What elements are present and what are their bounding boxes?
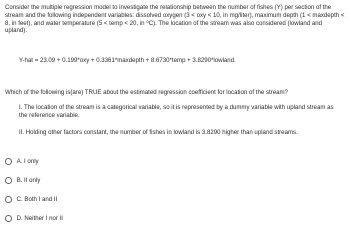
option-c-label: C. Both I and II <box>16 195 58 203</box>
intro-text: Consider the multiple regression model to investigate the relationship between the number of fishes (Y) per section of the stream and the following independent variables: dissolved oxygen (3 < oxy < 10, in mg/liter), maximum depth (1 < maxdepth < 8, in feet), and water temperature (5 < temp < 20, in <box>5 4 345 27</box>
statement-2: II. Holding other factors constant, the number of fishes in lowland is 3.8290 higher than upland streams. <box>19 129 298 136</box>
option-a[interactable] <box>5 157 39 166</box>
option-d-label: D. Neither I nor II <box>16 214 63 222</box>
option-c[interactable] <box>5 195 57 204</box>
option-a-label: A. I only <box>16 157 39 165</box>
intro-text-end: C). The location of the stream was also considered (lowland and upland). <box>5 19 323 35</box>
degree-symbol: o <box>146 18 149 24</box>
radio-button-c[interactable] <box>5 196 12 203</box>
radio-button-a[interactable] <box>5 158 12 165</box>
statement-1: I. The location of the stream is a categorical variable, so it is represented by a dummy variable with upland stream as the reference variable. <box>19 104 334 119</box>
question-text: Which of the following is(are) TRUE about the estimated regression coefficient for location of the stream? <box>5 89 288 96</box>
option-b[interactable] <box>5 176 40 185</box>
regression-equation: Y-hat = 23.09 + 0.199*oxy + 0.3361*maxdepth + 8.6730*temp + 3.8290*lowland. <box>19 57 236 64</box>
problem-intro <box>5 4 345 35</box>
radio-button-d[interactable] <box>5 215 12 222</box>
option-b-label: B. II only <box>16 176 41 184</box>
option-d[interactable] <box>5 214 63 223</box>
radio-button-b[interactable] <box>5 177 12 184</box>
